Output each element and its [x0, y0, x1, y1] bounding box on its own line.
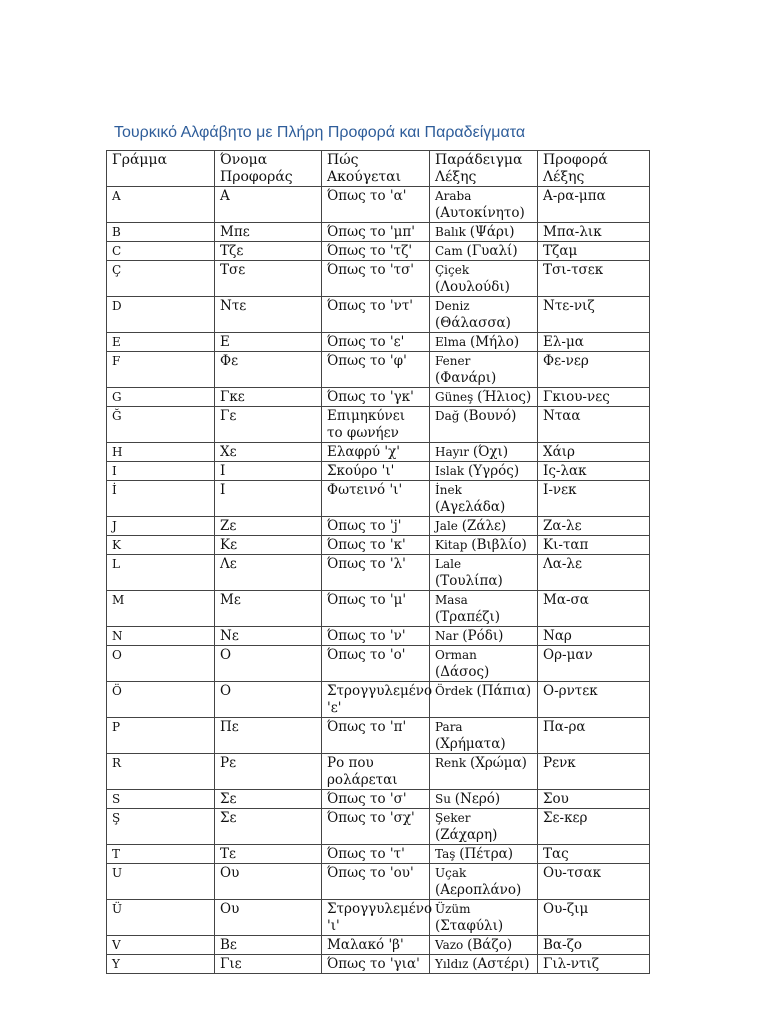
table-row	[107, 718, 650, 754]
example-turkish: Jale	[435, 519, 458, 533]
example-greek: (Ψάρι)	[469, 224, 515, 240]
cell-pronunciation: Α-ρα-μπα	[538, 187, 650, 223]
cell-name: Χε	[215, 443, 322, 462]
table-row	[107, 242, 650, 261]
table-row	[107, 517, 650, 536]
cell-sound: Όπως το 'γκ'	[322, 388, 430, 407]
cell-letter: Y	[107, 955, 215, 974]
example-greek: (Τραπέζι)	[435, 609, 501, 625]
table-row	[107, 443, 650, 462]
table-row	[107, 297, 650, 333]
cell-sound: Όπως το 'τζ'	[322, 242, 430, 261]
header-name: Όνομα Προφοράς	[215, 151, 322, 187]
example-greek: (Βουνό)	[463, 408, 517, 424]
cell-letter: Ğ	[107, 407, 215, 443]
example-turkish: Orman	[435, 648, 477, 662]
table-row	[107, 864, 650, 900]
cell-sound: Φωτεινό 'ι'	[322, 481, 430, 517]
table-body	[107, 187, 650, 974]
cell-sound: Όπως το 'μ'	[322, 591, 430, 627]
cell-pronunciation: Ι-νεκ	[538, 481, 650, 517]
example-greek: (Δάσος)	[435, 664, 490, 680]
cell-sound: Όπως το 'σ'	[322, 790, 430, 809]
cell-name: Σε	[215, 809, 322, 845]
example-turkish: Ördek	[435, 684, 473, 698]
cell-name: Κε	[215, 536, 322, 555]
cell-name: Γε	[215, 407, 322, 443]
cell-name: Ου	[215, 900, 322, 936]
example-greek: (Ζάλε)	[461, 518, 507, 534]
table-row	[107, 407, 650, 443]
cell-sound: Όπως το 'τσ'	[322, 261, 430, 297]
example-greek: (Υγρός)	[468, 463, 520, 479]
cell-example	[430, 517, 538, 536]
example-greek: (Νερό)	[454, 791, 501, 807]
cell-example	[430, 297, 538, 333]
table-row	[107, 536, 650, 555]
cell-pronunciation: Ο-ρντεκ	[538, 682, 650, 718]
cell-name: Ι	[215, 481, 322, 517]
document-title: Τουρκικό Αλφάβητο με Πλήρη Προφορά και Παραδείγματα	[114, 124, 526, 141]
example-turkish: Araba	[435, 189, 472, 203]
cell-sound: Όπως το 'σχ'	[322, 809, 430, 845]
cell-example	[430, 443, 538, 462]
cell-letter: U	[107, 864, 215, 900]
example-turkish: İnek	[435, 483, 462, 497]
cell-name: Ι	[215, 462, 322, 481]
cell-letter: H	[107, 443, 215, 462]
cell-letter: R	[107, 754, 215, 790]
table-row	[107, 352, 650, 388]
cell-sound: Σκούρο 'ι'	[322, 462, 430, 481]
cell-example	[430, 864, 538, 900]
cell-letter: J	[107, 517, 215, 536]
table-row	[107, 187, 650, 223]
table-row	[107, 790, 650, 809]
example-greek: (Αεροπλάνο)	[435, 882, 522, 898]
header-sound: Πώς Ακούγεται	[322, 151, 430, 187]
example-turkish: Vazo	[435, 938, 464, 952]
example-greek: (Χρήματα)	[435, 736, 506, 752]
cell-letter: E	[107, 333, 215, 352]
cell-pronunciation: Ρενκ	[538, 754, 650, 790]
cell-example	[430, 845, 538, 864]
cell-sound: Όπως το 'ντ'	[322, 297, 430, 333]
cell-letter: O	[107, 646, 215, 682]
example-greek: (Πάπια)	[476, 683, 532, 699]
cell-name: Ο	[215, 682, 322, 718]
example-greek: (Σταφύλι)	[435, 918, 504, 934]
cell-name: Νε	[215, 627, 322, 646]
cell-name: Λε	[215, 555, 322, 591]
example-greek: (Αυτοκίνητο)	[435, 205, 525, 221]
example-turkish: Kitap	[435, 538, 468, 552]
cell-example	[430, 627, 538, 646]
cell-pronunciation: Τας	[538, 845, 650, 864]
cell-name: Τε	[215, 845, 322, 864]
cell-name: Α	[215, 187, 322, 223]
cell-pronunciation: Μπα-λικ	[538, 223, 650, 242]
cell-example	[430, 352, 538, 388]
cell-example	[430, 754, 538, 790]
table-row	[107, 754, 650, 790]
cell-example	[430, 333, 538, 352]
example-greek: (Βιβλίο)	[471, 537, 527, 553]
cell-sound: Όπως το 'φ'	[322, 352, 430, 388]
cell-pronunciation: Γιλ-ντιζ	[538, 955, 650, 974]
cell-example	[430, 591, 538, 627]
header-letter: Γράμμα	[107, 151, 215, 187]
cell-pronunciation: Τσι-τσεκ	[538, 261, 650, 297]
table-row	[107, 261, 650, 297]
cell-pronunciation: Γκιου-νες	[538, 388, 650, 407]
example-turkish: Masa	[435, 593, 468, 607]
example-turkish: Islak	[435, 464, 465, 478]
cell-pronunciation: Κι-ταπ	[538, 536, 650, 555]
cell-letter: T	[107, 845, 215, 864]
table-row	[107, 388, 650, 407]
cell-name: Ρε	[215, 754, 322, 790]
example-greek: (Όχι)	[472, 444, 509, 460]
cell-pronunciation: Σου	[538, 790, 650, 809]
cell-letter: İ	[107, 481, 215, 517]
cell-letter: Ç	[107, 261, 215, 297]
cell-pronunciation: Χάιρ	[538, 443, 650, 462]
cell-sound: Όπως το 'κ'	[322, 536, 430, 555]
table-row	[107, 627, 650, 646]
cell-sound: Όπως το 'μπ'	[322, 223, 430, 242]
cell-example	[430, 242, 538, 261]
cell-letter: M	[107, 591, 215, 627]
cell-example	[430, 809, 538, 845]
example-turkish: Uçak	[435, 866, 467, 880]
example-turkish: Taş	[435, 847, 456, 861]
cell-example	[430, 187, 538, 223]
cell-letter: Ş	[107, 809, 215, 845]
cell-sound: Ρο που ρολάρεται	[322, 754, 430, 790]
table-row	[107, 333, 650, 352]
cell-letter: V	[107, 936, 215, 955]
example-turkish: Yıldız	[435, 957, 469, 971]
cell-pronunciation: Νταα	[538, 407, 650, 443]
cell-example	[430, 536, 538, 555]
cell-pronunciation: Ζα-λε	[538, 517, 650, 536]
example-turkish: Nar	[435, 629, 459, 643]
cell-pronunciation: Ναρ	[538, 627, 650, 646]
table-row	[107, 223, 650, 242]
table-row	[107, 936, 650, 955]
table-row	[107, 682, 650, 718]
cell-name: Γκε	[215, 388, 322, 407]
example-greek: (Αγελάδα)	[435, 499, 506, 515]
cell-name: Βε	[215, 936, 322, 955]
cell-letter: B	[107, 223, 215, 242]
cell-letter: I	[107, 462, 215, 481]
cell-sound: Όπως το 'λ'	[322, 555, 430, 591]
cell-example	[430, 555, 538, 591]
cell-pronunciation: Μα-σα	[538, 591, 650, 627]
table-row	[107, 809, 650, 845]
cell-name: Μπε	[215, 223, 322, 242]
cell-letter: G	[107, 388, 215, 407]
cell-sound: Όπως το 'j'	[322, 517, 430, 536]
example-greek: (Γυαλί)	[466, 243, 518, 259]
cell-example	[430, 462, 538, 481]
table-header-row	[107, 151, 650, 187]
example-greek: (Πέτρα)	[459, 846, 514, 862]
cell-example	[430, 682, 538, 718]
cell-example	[430, 936, 538, 955]
example-turkish: Fener	[435, 354, 471, 368]
example-greek: (Φανάρι)	[435, 370, 497, 386]
cell-example	[430, 790, 538, 809]
cell-name: Ντε	[215, 297, 322, 333]
cell-pronunciation: Ορ-μαν	[538, 646, 650, 682]
cell-example	[430, 223, 538, 242]
table-row	[107, 591, 650, 627]
cell-sound: Όπως το 'για'	[322, 955, 430, 974]
table-row	[107, 646, 650, 682]
example-turkish: Su	[435, 792, 451, 806]
cell-sound: Όπως το 'ο'	[322, 646, 430, 682]
example-greek: (Μήλο)	[469, 334, 520, 350]
table-row	[107, 955, 650, 974]
example-turkish: Para	[435, 720, 463, 734]
example-turkish: Üzüm	[435, 902, 471, 916]
example-greek: (Αστέρι)	[472, 956, 530, 972]
example-turkish: Deniz	[435, 299, 470, 313]
cell-letter: K	[107, 536, 215, 555]
cell-example	[430, 261, 538, 297]
cell-letter: Ü	[107, 900, 215, 936]
example-greek: (Ζάχαρη)	[435, 827, 498, 843]
cell-name: Ε	[215, 333, 322, 352]
cell-name: Πε	[215, 718, 322, 754]
cell-pronunciation: Φε-νερ	[538, 352, 650, 388]
example-turkish: Çiçek	[435, 263, 470, 277]
cell-letter: P	[107, 718, 215, 754]
cell-name: Ου	[215, 864, 322, 900]
alphabet-table	[106, 150, 650, 974]
cell-sound: Όπως το 'π'	[322, 718, 430, 754]
cell-example	[430, 407, 538, 443]
example-turkish: Şeker	[435, 811, 471, 825]
example-turkish: Elma	[435, 335, 467, 349]
example-greek: (Λουλούδι)	[435, 279, 510, 295]
cell-letter: N	[107, 627, 215, 646]
example-greek: (Χρώμα)	[469, 755, 527, 771]
cell-example	[430, 718, 538, 754]
table-row	[107, 555, 650, 591]
cell-pronunciation: Τζαμ	[538, 242, 650, 261]
cell-pronunciation: Λα-λε	[538, 555, 650, 591]
example-greek: (Θάλασσα)	[435, 315, 511, 331]
cell-letter: A	[107, 187, 215, 223]
cell-pronunciation: Ου-τσακ	[538, 864, 650, 900]
cell-sound: Στρογγυλεμένο 'ε'	[322, 682, 430, 718]
cell-sound: Όπως το 'ν'	[322, 627, 430, 646]
cell-example	[430, 900, 538, 936]
cell-example	[430, 955, 538, 974]
cell-name: Σε	[215, 790, 322, 809]
cell-sound: Όπως το 'τ'	[322, 845, 430, 864]
cell-letter: S	[107, 790, 215, 809]
cell-pronunciation: Ις-λακ	[538, 462, 650, 481]
cell-name: Τσε	[215, 261, 322, 297]
cell-letter: C	[107, 242, 215, 261]
cell-sound: Μαλακό 'β'	[322, 936, 430, 955]
cell-letter: L	[107, 555, 215, 591]
cell-sound: Επιμηκύνει το φωνήεν	[322, 407, 430, 443]
cell-sound: Ελαφρύ 'χ'	[322, 443, 430, 462]
cell-name: Γιε	[215, 955, 322, 974]
cell-letter: Ö	[107, 682, 215, 718]
cell-pronunciation: Βα-ζο	[538, 936, 650, 955]
cell-example	[430, 481, 538, 517]
table-row	[107, 845, 650, 864]
cell-name: Φε	[215, 352, 322, 388]
cell-pronunciation: Ντε-νιζ	[538, 297, 650, 333]
cell-pronunciation: Ελ-μα	[538, 333, 650, 352]
example-greek: (Βάζο)	[467, 937, 513, 953]
table-row	[107, 462, 650, 481]
cell-pronunciation: Ου-ζιμ	[538, 900, 650, 936]
table-row	[107, 481, 650, 517]
cell-sound: Στρογγυλεμένο 'ι'	[322, 900, 430, 936]
cell-pronunciation: Πα-ρα	[538, 718, 650, 754]
example-turkish: Cam	[435, 244, 463, 258]
example-greek: (Τουλίπα)	[435, 573, 503, 589]
cell-sound: Όπως το 'ε'	[322, 333, 430, 352]
cell-example	[430, 646, 538, 682]
example-turkish: Güneş	[435, 390, 474, 404]
cell-example	[430, 388, 538, 407]
cell-name: Τζε	[215, 242, 322, 261]
cell-name: Με	[215, 591, 322, 627]
example-greek: (Ρόδι)	[462, 628, 504, 644]
example-greek: (Ήλιος)	[477, 389, 532, 405]
cell-letter: F	[107, 352, 215, 388]
example-turkish: Balık	[435, 225, 466, 239]
cell-sound: Όπως το 'ου'	[322, 864, 430, 900]
header-example: Παράδειγμα Λέξης	[430, 151, 538, 187]
cell-name: Ο	[215, 646, 322, 682]
example-turkish: Lale	[435, 557, 462, 571]
table-row	[107, 900, 650, 936]
example-turkish: Dağ	[435, 409, 460, 423]
cell-sound: Όπως το 'α'	[322, 187, 430, 223]
example-turkish: Renk	[435, 756, 467, 770]
example-turkish: Hayır	[435, 445, 469, 459]
header-pronunciation: Προφορά Λέξης	[538, 151, 650, 187]
cell-name: Ζε	[215, 517, 322, 536]
cell-letter: D	[107, 297, 215, 333]
cell-pronunciation: Σε-κερ	[538, 809, 650, 845]
